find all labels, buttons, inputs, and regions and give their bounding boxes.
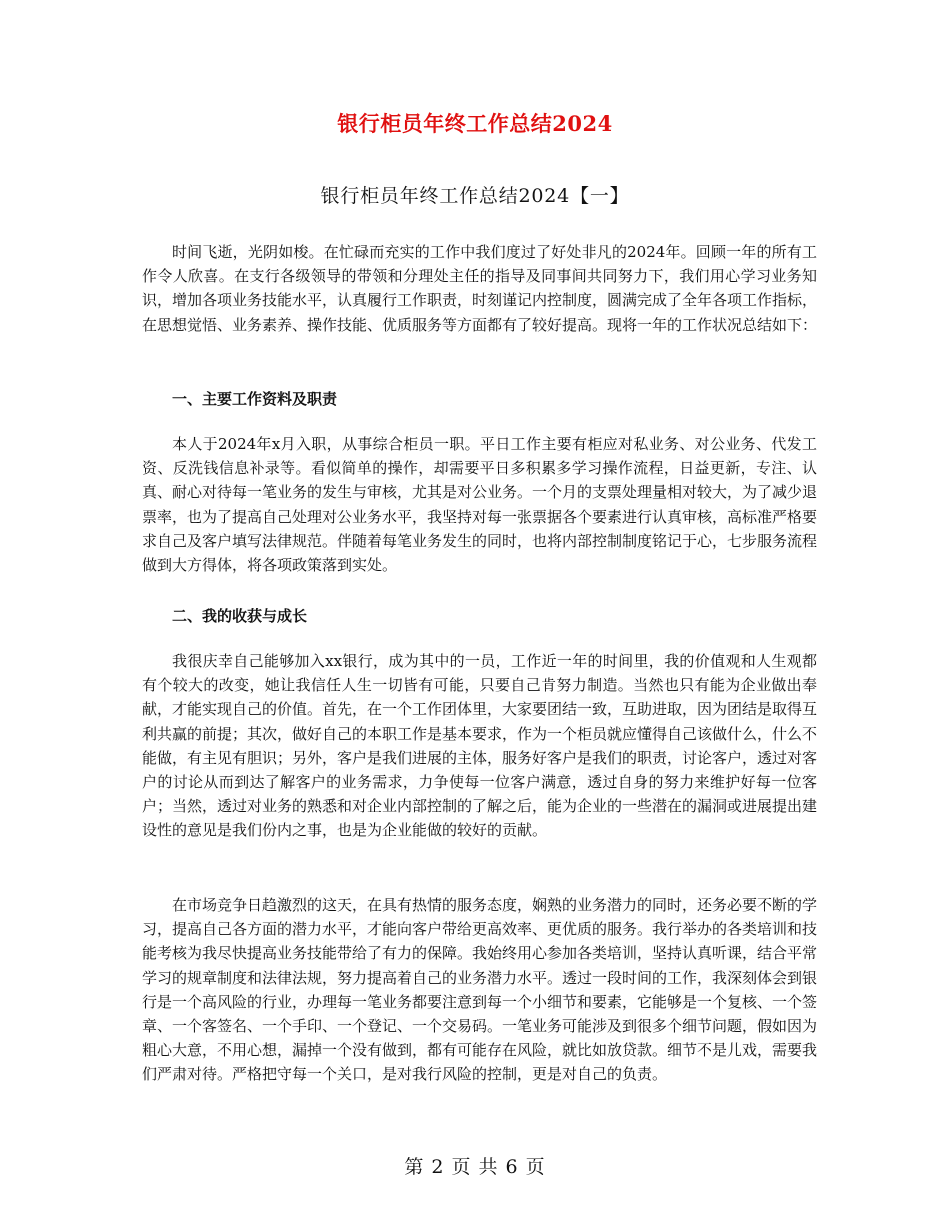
paragraph-intro: 时间飞逝，光阴如梭。在忙碌而充实的工作中我们度过了好处非凡的2024年。回顾一年的所有工作令人欣喜。在支行各级领导的带领和分理处主任的指导及同事间共同努力下，我们用心学习业务知识，增加各项业务技能水平，认真履行工作职责，时刻谨记内控制度，圆满完成了全年各项工作指标，在思想觉悟、业务素养、操作技能、优质服务等方面都有了较好提高。现将一年的工作状况总结如下： [142, 243, 818, 334]
paragraph-duties: 本人于2024年x月入职，从事综合柜员一职。平日工作主要有柜应对私业务、对公业务、代发工资、反洗钱信息补录等。看似简单的操作，却需要平日多积累多学习操作流程，日益更新，专注、认真、耐心对待每一笔业务的发生与审核，尤其是对公业务。一个月的支票处理量相对较大，为了减少退票率，也为了提高自己处理对公业务水平，我坚持对每一张票据各个要素进行认真审核，高标准严格要求自己及客户填写法律规范。伴随着每笔业务发生的同时，也将内部控制制度铭记于心，七步服务流程做到大方得体，将各项政策落到实处。 [142, 435, 818, 575]
page-number: 第 2 页 共 6 页 [404, 1156, 546, 1178]
heading-main-duties: 一、主要工作资料及职责 [172, 390, 338, 408]
paragraph-learning: 在市场竞争日趋激烈的这天，在具有热情的服务态度，娴熟的业务潜力的同时，还务必要不断的学习，提高自己各方面的潜力水平，才能向客户带给更高效率、更优质的服务。我行举办的各类培训和技能考核为我尽快提高业务技能带给了有力的保障。我始终用心参加各类培训，坚持认真听课，结合平常学习的规章制度和法律法规，努力提高着自己的业务潜力水平。透过一段时间的工作，我深刻体会到银行是一个高风险的行业，办理每一笔业务都要注意到每一个小细节和要素，它能够是一个复核、一个签章、一个客签名、一个手印、一个登记、一个交易码。一笔业务可能涉及到很多个细节问题，假如因为粗心大意，不用心想，漏掉一个没有做到，都有可能存在风险，就比如放贷款。细节不是儿戏，需要我们严肃对待。严格把守每一个关口，是对我行风险的控制，更是对自己的负责。 [142, 896, 818, 1084]
document-title: 银行柜员年终工作总结2024 [337, 111, 613, 136]
heading-growth: 二、我的收获与成长 [172, 607, 308, 625]
section-subtitle: 银行柜员年终工作总结2024【一】 [320, 185, 630, 207]
paragraph-growth: 我很庆幸自己能够加入xx银行，成为其中的一员，工作近一年的时间里，我的价值观和人生观都有个较大的改变，她让我信任人生一切皆有可能，只要自己肯努力制造。当然也只有能为企业做出奉献，才能实现自己的价值。首先，在一个工作团体里，大家要团结一致，互助进取，因为团结是取得互利共赢的前提；其次，做好自己的本职工作是基本要求，作为一个柜员就应懂得自己该做什么，什么不能做，有主见有胆识；另外，客户是我们进展的主体，服务好客户是我们的职责，讨论客户，透过对客户的讨论从而到达了解客户的业务需求，力争使每一位客户满意，透过自身的努力来维护好每一位客户；当然，透过对业务的熟悉和对企业内部控制的了解之后，能为企业的一些潜在的漏洞或进展提出建设性的意见是我们份内之事，也是为企业能做的较好的贡献。 [142, 652, 818, 840]
